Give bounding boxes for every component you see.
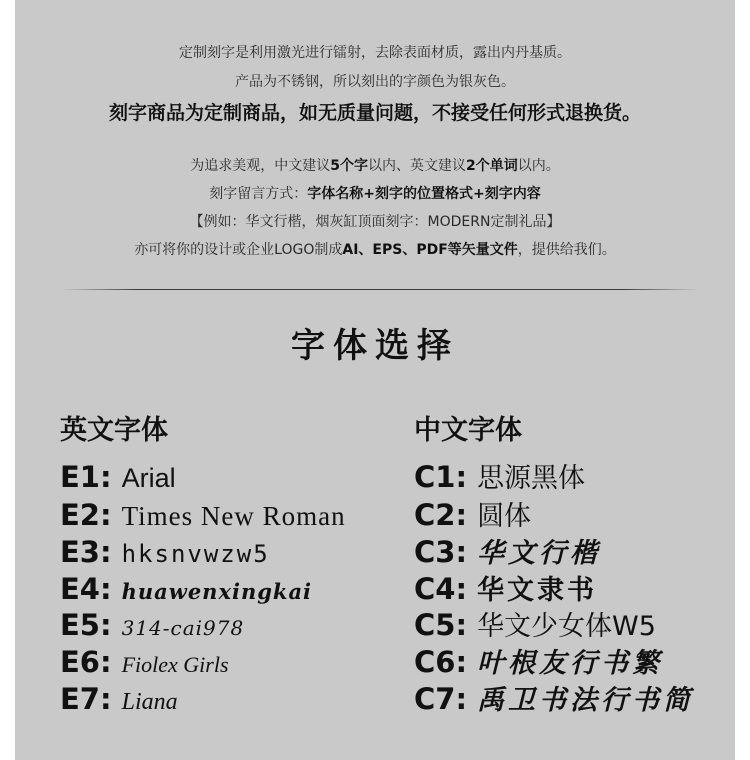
font-option-e2 xyxy=(60,497,346,533)
font-option-c2 xyxy=(414,497,531,533)
font-code: E4: xyxy=(60,572,112,606)
font-option-e6 xyxy=(60,644,229,680)
advice-line-4 xyxy=(0,239,750,259)
font-option-c4 xyxy=(414,571,597,607)
font-sample: hksnvwzw5 xyxy=(121,540,270,568)
font-sample: 叶根友行书繁 xyxy=(477,648,664,679)
font-sample: Times New Roman xyxy=(121,501,346,531)
font-sample: Arial xyxy=(121,463,176,493)
font-code: C2: xyxy=(414,498,468,532)
advice-text: 以内。 xyxy=(517,158,560,174)
advice-emphasis: 2个单词 xyxy=(466,158,518,174)
font-code: C5: xyxy=(414,608,468,642)
advice-emphasis: AI、EPS、PDF等矢量文件 xyxy=(342,242,518,258)
notice-warning: 刻字商品为定制商品，如无质量问题，不接受任何形式退换货。 xyxy=(108,102,641,124)
font-code: C7: xyxy=(414,682,468,716)
advice-emphasis: 字体名称+刻字的位置格式+刻字内容 xyxy=(307,186,541,202)
chinese-fonts-heading: 中文字体 xyxy=(414,415,522,446)
font-option-e7 xyxy=(60,681,178,717)
font-code: E2: xyxy=(60,498,112,532)
advice-text: ，提供给我们。 xyxy=(517,242,616,258)
font-option-c7 xyxy=(414,681,694,717)
english-fonts-heading: 英文字体 xyxy=(60,415,168,446)
font-sample: Fiolex Girls xyxy=(121,652,229,677)
font-code: C3: xyxy=(414,535,468,569)
advice-text: 刻字留言方式： xyxy=(209,186,308,202)
font-code: E5: xyxy=(60,608,112,642)
advice-text: 以内、英文建议 xyxy=(368,158,466,174)
font-code: E7: xyxy=(60,682,112,716)
font-option-c3 xyxy=(414,534,601,570)
advice-text: 为追求美观，中文建议 xyxy=(190,158,331,174)
notice-line-1: 定制刻字是利用激光进行镭射，去除表面材质，露出内丹基质。 xyxy=(179,45,571,61)
font-sample: huawenxingkai xyxy=(121,579,313,604)
font-option-e1 xyxy=(60,459,176,495)
font-sample: 华文行楷 xyxy=(477,538,602,569)
font-option-c5 xyxy=(414,607,656,643)
font-sample: 华文少女体W5 xyxy=(477,611,656,642)
font-code: E1: xyxy=(60,460,112,494)
divider xyxy=(62,289,698,290)
advice-line-1 xyxy=(0,155,750,175)
font-option-c6 xyxy=(414,644,663,680)
font-sample: 思源黑体 xyxy=(477,463,586,494)
font-sample: 禹卫书法行书简 xyxy=(477,685,695,716)
font-sample: 314-cai978 xyxy=(121,616,245,640)
font-code: C6: xyxy=(414,645,468,679)
font-code: C4: xyxy=(414,572,468,606)
advice-line-2 xyxy=(0,183,750,203)
notice-line-2: 产品为不锈钢，所以刻出的字颜色为银灰色。 xyxy=(235,74,515,90)
advice-line-3: 【例如：华文行楷，烟灰缸顶面刻字：MODERN定制礼品】 xyxy=(189,214,561,230)
font-option-e3 xyxy=(60,534,270,570)
font-sample: 圆体 xyxy=(477,501,532,532)
font-code: E6: xyxy=(60,645,112,679)
font-code: C1: xyxy=(414,460,468,494)
font-option-e4 xyxy=(60,571,312,607)
advice-emphasis: 5个字 xyxy=(330,158,368,174)
font-sample: Liana xyxy=(121,689,178,715)
font-code: E3: xyxy=(60,535,112,569)
section-title: 字体选择 xyxy=(291,326,459,366)
font-option-e5 xyxy=(60,607,244,643)
font-option-c1 xyxy=(414,459,585,495)
advice-text: 亦可将你的设计或企业LOGO制成 xyxy=(134,242,343,258)
font-sample: 华文隶书 xyxy=(477,575,598,606)
